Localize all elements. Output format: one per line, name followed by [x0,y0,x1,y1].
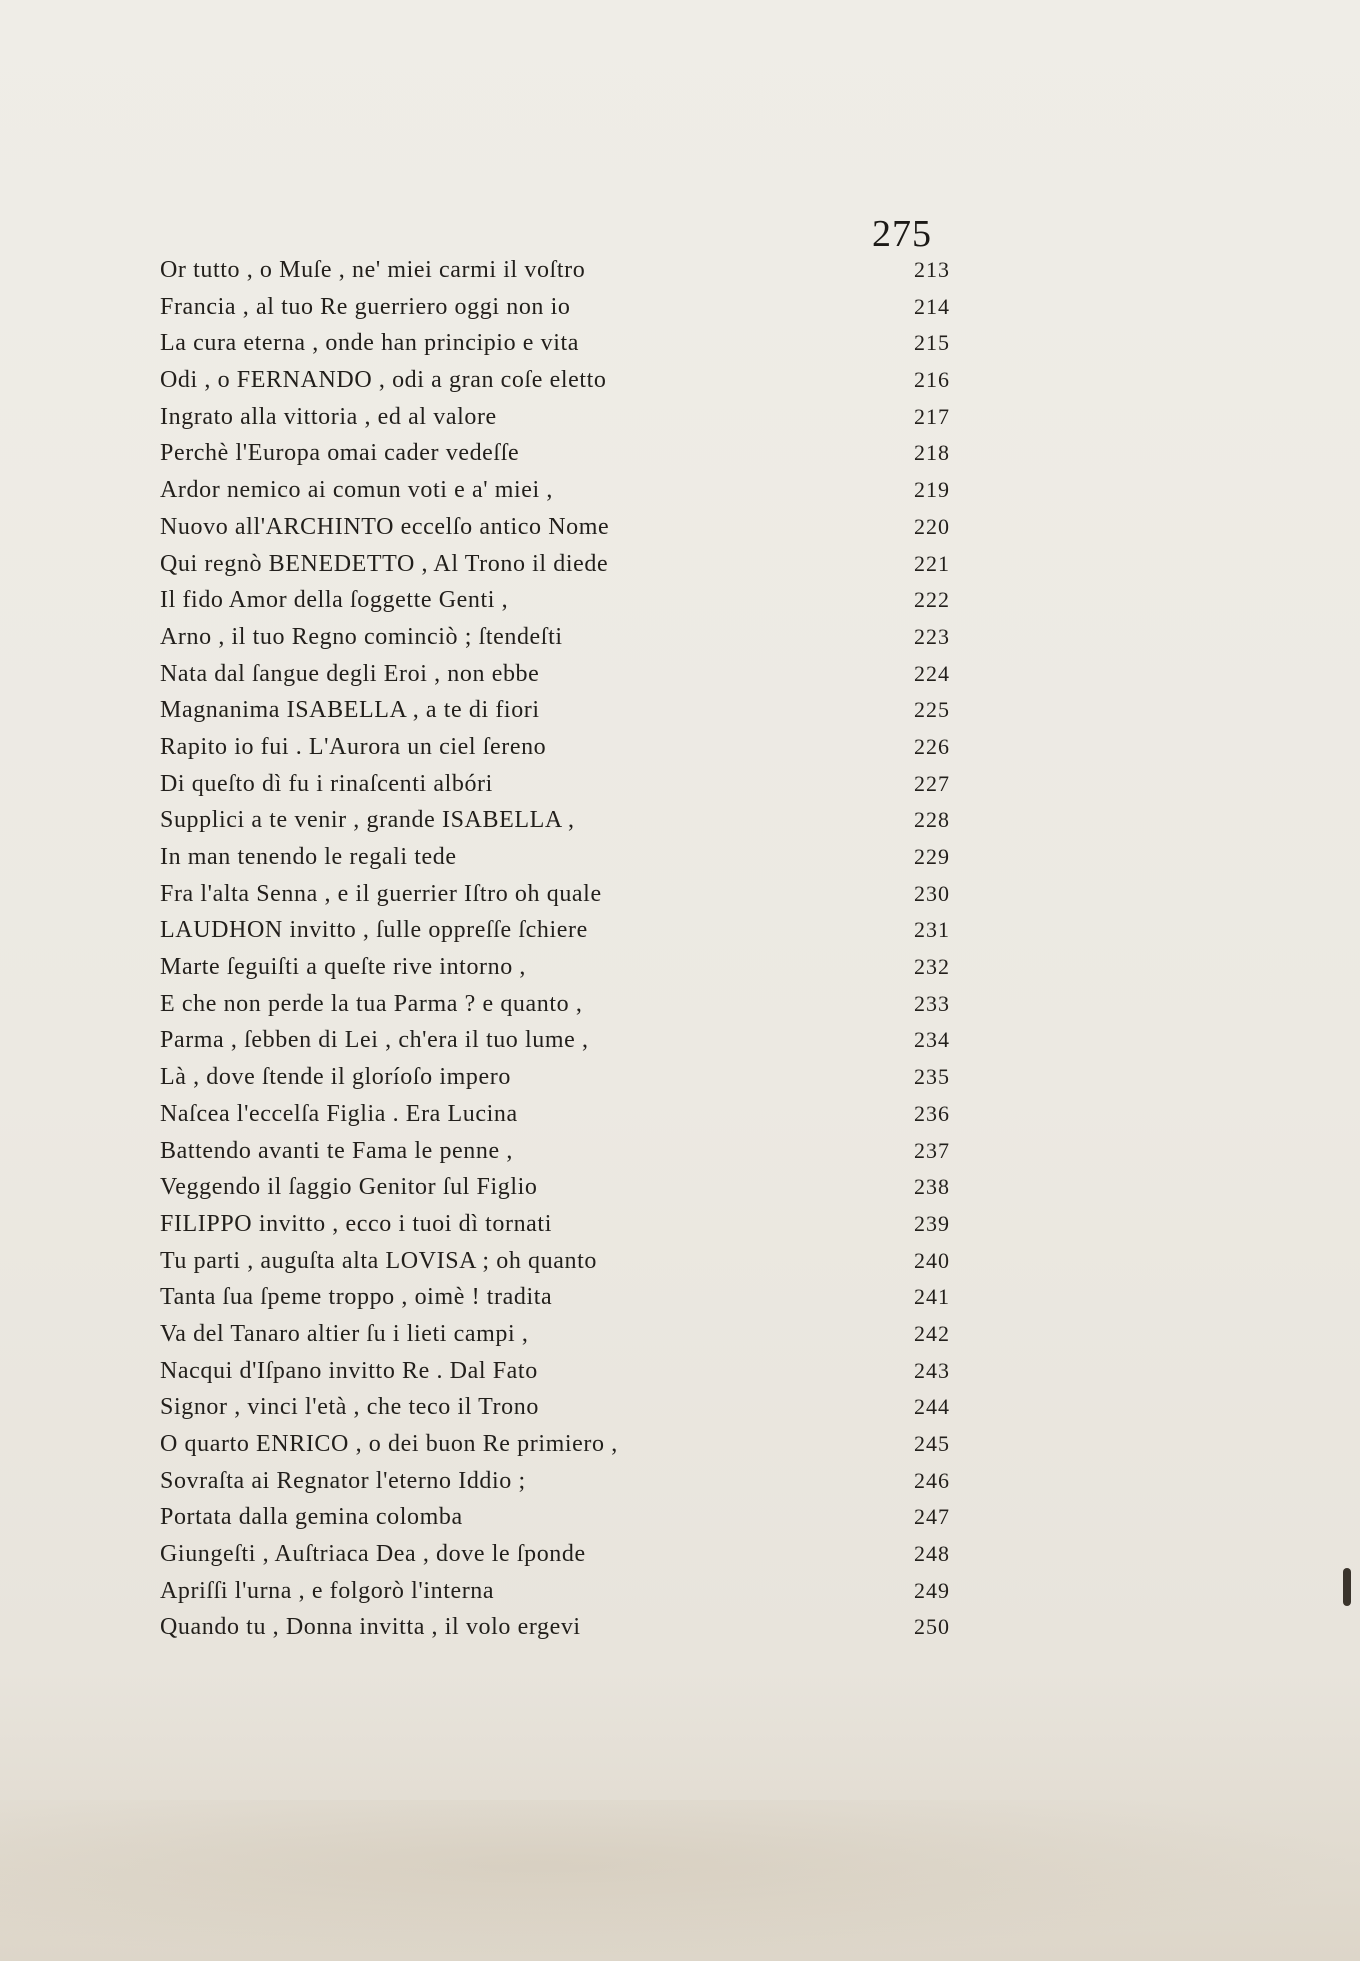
toc-entry-text: Nacqui d'Iſpano invitto Re . Dal Fato [160,1357,538,1384]
toc-entry-page: 222 [914,587,950,613]
toc-entry [160,289,950,326]
toc-entry-page: 237 [914,1137,950,1163]
toc-entry-text: Di queſto dì fu i rinaſcenti albóri [160,770,493,797]
toc-entry-page: 225 [914,697,950,723]
toc-entry-page: 248 [914,1541,950,1567]
toc-entry-page: 213 [914,257,950,282]
toc-entry [160,986,950,1023]
toc-entry [160,949,950,986]
toc-entry [160,1426,950,1463]
toc-entry [160,1499,950,1536]
toc-entry-text: Arno , il tuo Regno cominciò ; ſtendeſti [160,623,563,650]
toc-entry [160,912,950,949]
toc-entry [160,876,950,913]
edge-mark [1343,1568,1351,1606]
toc-entry [160,729,950,766]
toc-entry-text: Qui regnò BENEDETTO , Al Trono il diede [160,550,609,577]
toc-entry-text: Rapito io fui . L'Aurora un ciel ſereno [160,733,547,760]
toc-entry-page: 241 [914,1284,950,1310]
toc-entry-text: Tanta ſua ſpeme troppo , oimè ! tradita [160,1284,553,1311]
toc-entry-page: 243 [914,1357,950,1383]
toc-entry-page: 223 [914,623,950,649]
toc-entry [160,546,950,583]
toc-entry-text: Battendo avanti te Fama le penne , [160,1137,513,1164]
toc-entry-page: 214 [914,293,950,319]
toc-entry [160,1243,950,1280]
toc-entry [160,1316,950,1353]
toc-entry-page: 246 [914,1467,950,1493]
toc-entry-text: Supplici a te venir , grande ISABELLA , [160,807,575,834]
toc-entry-page: 233 [914,990,950,1016]
paper-stain [0,1800,1360,1961]
toc-entry-page: 224 [914,660,950,686]
toc-entry [160,839,950,876]
toc-entry-page: 232 [914,954,950,980]
toc-entry [160,1206,950,1243]
toc-entry-page: 238 [914,1174,950,1200]
toc-entry-page: 250 [914,1614,950,1640]
toc-entry-text: E che non perde la tua Parma ? e quanto , [160,990,583,1017]
toc-entry-page: 216 [914,367,950,393]
toc-entry [160,1353,950,1390]
toc-entry-page: 227 [914,770,950,796]
toc-entry-text: Veggendo il ſaggio Genitor ſul Figlio [160,1174,538,1201]
toc-entry-page: 242 [914,1320,950,1346]
toc-entry-text: Naſcea l'eccelſa Figlia . Era Lucina [160,1100,518,1127]
toc-entry [160,1463,950,1500]
toc-entry-text: Giungeſti , Auſtriaca Dea , dove le ſponde [160,1541,586,1568]
toc-entry [160,1573,950,1610]
toc-entry-text: Nuovo all'ARCHINTO eccelſo antico Nome [160,513,610,540]
toc-entry [160,1279,950,1316]
toc-entry-page: 235 [914,1064,950,1090]
toc-entry-text: O quarto ENRICO , o dei buon Re primiero , [160,1431,618,1457]
toc-entry-text: Apriſſi l'urna , e folgorò l'interna [160,1577,495,1604]
toc-entry-text: Tu parti , auguſta alta LOVISA ; oh quanto [160,1247,597,1274]
toc-entry [160,399,950,436]
toc-entry-page: 240 [914,1247,950,1273]
toc-entry-text: Ardor nemico ai comun voti e a' miei , [160,477,554,504]
toc-entry [160,509,950,546]
toc-entry-page: 228 [914,807,950,833]
toc-entry [160,1096,950,1133]
toc-entry-text: La cura eterna , onde han principio e vita [160,330,580,357]
toc-entry-text: Perchè l'Europa omai cader vedeſſe [160,440,520,467]
toc-entry [160,1022,950,1059]
toc-entry [160,1609,950,1646]
toc-entry-text: Francia , al tuo Re guerriero oggi non io [160,293,571,320]
toc-entry-page: 215 [914,330,950,356]
toc-entry-page: 218 [914,440,950,466]
toc-entry-page: 219 [914,477,950,503]
toc-entry [160,802,950,839]
page-number: 275 [872,213,932,255]
toc-entry [160,692,950,729]
toc-entry [160,656,950,693]
toc-entry [160,1059,950,1096]
toc-entry-text: Là , dove ſtende il gloríoſo impero [160,1064,511,1091]
toc-entry-page: 245 [914,1431,950,1456]
toc-entry [160,252,950,289]
toc-entry-page: 239 [914,1210,950,1236]
toc-entry [160,766,950,803]
toc-entry [160,472,950,509]
toc-entry-page: 226 [914,733,950,759]
toc-entry [160,619,950,656]
toc-entry-text: LAUDHON invitto , ſulle oppreſſe ſchiere [160,917,588,944]
toc-entry-text: Va del Tanaro altier ſu i lieti campi , [160,1320,529,1347]
toc-entry-text: Marte ſeguiſti a queſte rive intorno , [160,954,527,981]
toc-entry [160,1169,950,1206]
toc-entry-page: 249 [914,1577,950,1603]
toc-entry [160,435,950,472]
toc-entry-text: In man tenendo le regali tede [160,844,457,870]
toc-entry [160,1389,950,1426]
toc-entry-page: 236 [914,1100,950,1126]
toc-entry-text: Quando tu , Donna invitta , il volo ergevi [160,1614,581,1641]
toc-entry-page: 234 [914,1027,950,1053]
toc-entry-text: Fra l'alta Senna , e il guerrier Iſtro oh quale [160,880,602,907]
toc-entry [160,1133,950,1170]
toc-entry [160,1536,950,1573]
toc-entry-text: Odi , o FERNANDO , odi a gran coſe eletto [160,367,607,394]
toc-entry-text: Portata dalla gemina colomba [160,1504,463,1531]
toc-entry-text: Nata dal ſangue degli Eroi , non ebbe [160,660,540,687]
toc-entry-page: 217 [914,403,950,429]
toc-entry-page: 231 [914,917,950,943]
toc-entry-text: Ingrato alla vittoria , ed al valore [160,403,497,430]
toc-entry-page: 230 [914,880,950,906]
toc-entry-text: Sovraſta ai Regnator l'eterno Iddio ; [160,1467,526,1494]
toc-entry-page: 229 [914,844,950,869]
toc-entry-page: 221 [914,550,950,576]
table-of-contents [160,252,950,1646]
toc-entry-page: 247 [914,1504,950,1530]
toc-entry [160,325,950,362]
toc-entry-text: Parma , ſebben di Lei , ch'era il tuo lume , [160,1027,589,1054]
toc-entry-page: 220 [914,513,950,539]
toc-entry-text: Il fido Amor della ſoggette Genti , [160,587,509,614]
toc-entry-text: FILIPPO invitto , ecco i tuoi dì tornati [160,1210,552,1237]
toc-entry-text: Magnanima ISABELLA , a te di fiori [160,697,540,724]
toc-entry [160,582,950,619]
toc-entry-text: Signor , vinci l'età , che teco il Trono [160,1394,539,1421]
toc-entry-text: Or tutto , o Muſe , ne' miei carmi il voſtro [160,257,586,283]
toc-entry [160,362,950,399]
toc-entry-page: 244 [914,1394,950,1420]
